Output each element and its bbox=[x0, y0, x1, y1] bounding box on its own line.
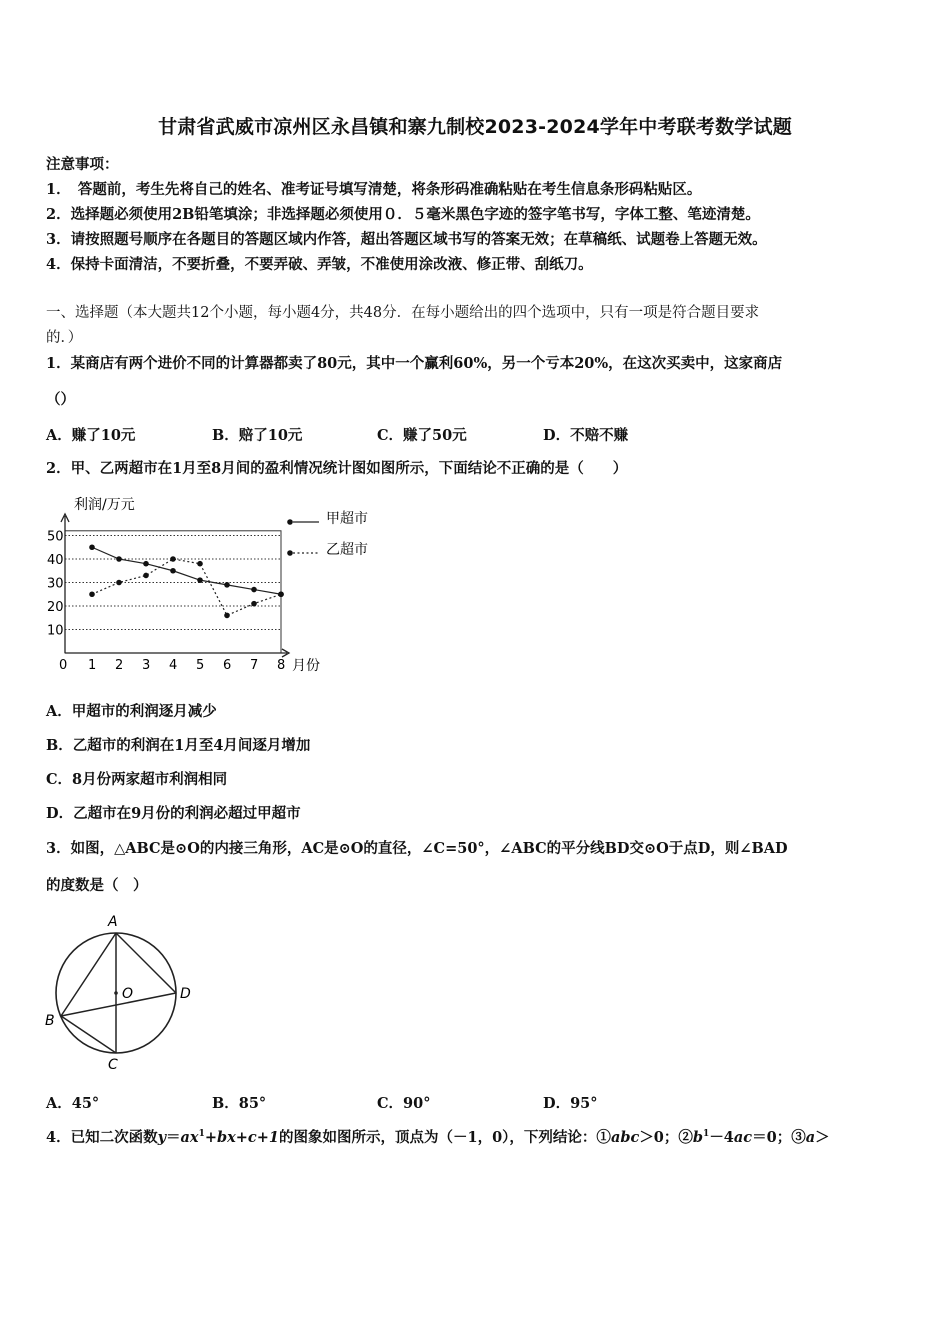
legend-marker bbox=[287, 519, 293, 525]
y-axis-label: 利润/万元 bbox=[74, 497, 135, 513]
x-axis-label: 月份 bbox=[292, 658, 320, 674]
question-1-option-a[interactable]: A．赚了10元 bbox=[46, 427, 136, 444]
x-tick-label: 4 bbox=[169, 658, 178, 673]
q4-formula: ax bbox=[180, 1129, 199, 1146]
question-3-stem-cont: 的度数是（ ） bbox=[46, 877, 148, 894]
q4-formula: y bbox=[157, 1129, 167, 1146]
data-point bbox=[143, 561, 149, 567]
label-b: B bbox=[45, 1013, 55, 1029]
chart-legend bbox=[287, 510, 368, 558]
q4-text: ＞0；② bbox=[639, 1129, 693, 1146]
x-tick-label: 0 bbox=[59, 658, 68, 673]
x-tick-label: 5 bbox=[196, 658, 205, 673]
question-3-option-b[interactable]: B．85° bbox=[212, 1095, 267, 1112]
question-3-option-a[interactable]: A．45° bbox=[46, 1095, 100, 1112]
notice-item: 1． 答题前，考生先将自己的姓名、准考证号填写清楚，将条形码准确粘贴在考生信息条形码粘贴区。 bbox=[46, 181, 702, 198]
legend-marker bbox=[287, 550, 293, 556]
question-1-stem: 1．某商店有两个进价不同的计算器都卖了80元，其中一个赢利60%，另一个亏本20%，在这次买卖中，这家商店 bbox=[46, 355, 783, 372]
question-1-option-b[interactable]: B．赔了10元 bbox=[212, 427, 303, 444]
data-point bbox=[224, 613, 230, 619]
page-title: 甘肃省武威市凉州区永昌镇和寨九制校2023-2024学年中考联考数学试题 bbox=[158, 116, 792, 138]
data-point bbox=[251, 587, 257, 593]
x-tick-label: 6 bbox=[223, 658, 232, 673]
data-point bbox=[89, 591, 95, 597]
notice-item: 2．选择题必须使用2B铅笔填涂；非选择题必须使用０．５毫米黑色字迹的签字笔书写，字体工整、笔迹清楚。 bbox=[46, 206, 760, 223]
data-point bbox=[116, 580, 122, 586]
label-o: O bbox=[122, 986, 134, 1002]
question-1-stem-cont: （） bbox=[46, 391, 75, 408]
data-point bbox=[170, 568, 176, 574]
data-point bbox=[116, 556, 122, 562]
y-tick-label: 40 bbox=[47, 553, 64, 568]
q4-conclusion-3: a bbox=[805, 1129, 816, 1146]
q4-text: 4．已知二次函数 bbox=[46, 1129, 158, 1146]
q4-conclusion-1: abc bbox=[610, 1129, 640, 1146]
q4-conclusion-2-exponent: 1 bbox=[703, 1129, 710, 1140]
segment-bc bbox=[61, 1016, 116, 1053]
x-tick-label: 1 bbox=[88, 658, 97, 673]
q4-conclusion-2: b bbox=[692, 1129, 704, 1146]
profit-line-chart bbox=[36, 488, 396, 680]
y-tick-label: 10 bbox=[47, 623, 64, 639]
circle-geometry-figure bbox=[40, 908, 210, 1076]
data-point bbox=[170, 556, 176, 562]
label-c: C bbox=[108, 1057, 118, 1073]
section-heading: 一、选择题（本大题共12个小题，每小题4分，共48分．在每小题给出的四个选项中，只有一项是符合题目要求 bbox=[46, 305, 760, 321]
label-a: A bbox=[108, 914, 118, 930]
question-3-stem: 3．如图，△ABC是⊙O的内接三角形，AC是⊙O的直径，∠C=50°，∠ABC的平分线BD交⊙O于点D，则∠BAD bbox=[46, 840, 788, 857]
x-tick-label: 8 bbox=[277, 658, 286, 673]
data-point bbox=[251, 601, 257, 607]
q4-text: ＞ bbox=[815, 1129, 830, 1146]
x-tick-label: 3 bbox=[142, 658, 151, 673]
legend-label: 乙超市 bbox=[326, 542, 368, 558]
x-tick-label: 7 bbox=[250, 658, 259, 673]
question-4-stem bbox=[46, 1126, 830, 1147]
segment-ab bbox=[61, 933, 116, 1016]
question-2-option-d[interactable]: D．乙超市在9月份的利润必超过甲超市 bbox=[46, 805, 301, 822]
y-tick-label: 50 bbox=[47, 529, 64, 545]
q4-formula: ＝ bbox=[166, 1129, 181, 1146]
chart-tick-labels bbox=[47, 530, 285, 674]
data-point bbox=[89, 544, 95, 550]
x-tick-label: 2 bbox=[115, 658, 124, 673]
data-point bbox=[197, 561, 203, 567]
notice-item: 3．请按照题号顺序在各题目的答题区域内作答，超出答题区域书写的答案无效；在草稿纸、试题卷上答题无效。 bbox=[46, 231, 767, 248]
label-d: D bbox=[180, 986, 191, 1002]
question-2-option-a[interactable]: A．甲超市的利润逐月减少 bbox=[46, 703, 217, 720]
data-point bbox=[278, 591, 284, 597]
question-2-stem: 2．甲、乙两超市在1月至8月间的盈利情况统计图如图所示，下面结论不正确的是（ ） bbox=[46, 460, 628, 477]
notice-item: 4．保持卡面清洁，不要折叠，不要弄破、弄皱，不准使用涂改液、修正带、刮纸刀。 bbox=[46, 256, 593, 273]
q4-text: 的图象如图所示，顶点为（－1，0），下列结论：① bbox=[279, 1129, 611, 1146]
data-point bbox=[224, 582, 230, 588]
segment-bd bbox=[61, 993, 176, 1016]
question-1-option-c[interactable]: C．赚了50元 bbox=[377, 427, 467, 444]
y-tick-label: 30 bbox=[47, 576, 64, 592]
q4-conclusion-2: ac bbox=[733, 1129, 753, 1146]
center-point bbox=[114, 991, 118, 995]
chart-series bbox=[89, 544, 284, 618]
y-tick-label: 20 bbox=[47, 600, 64, 615]
q4-formula: +bx+c+1 bbox=[204, 1129, 279, 1146]
question-3-option-d[interactable]: D．95° bbox=[543, 1095, 598, 1112]
data-point bbox=[197, 577, 203, 583]
data-point bbox=[143, 573, 149, 579]
q4-text: ＝0；③ bbox=[752, 1129, 806, 1146]
section-heading-cont: 的．） bbox=[46, 330, 83, 346]
q4-text: －4 bbox=[709, 1129, 734, 1146]
notice-heading: 注意事项： bbox=[46, 156, 119, 173]
q4-formula-exponent: 1 bbox=[198, 1129, 205, 1140]
question-2-option-b[interactable]: B．乙超市的利润在1月至4月间逐月增加 bbox=[46, 737, 311, 754]
question-2-option-c[interactable]: C．8月份两家超市利润相同 bbox=[46, 771, 228, 788]
legend-label: 甲超市 bbox=[326, 511, 368, 527]
segment-ad bbox=[116, 933, 176, 993]
question-3-option-c[interactable]: C．90° bbox=[377, 1095, 431, 1112]
question-1-option-d[interactable]: D．不赔不赚 bbox=[543, 427, 629, 444]
